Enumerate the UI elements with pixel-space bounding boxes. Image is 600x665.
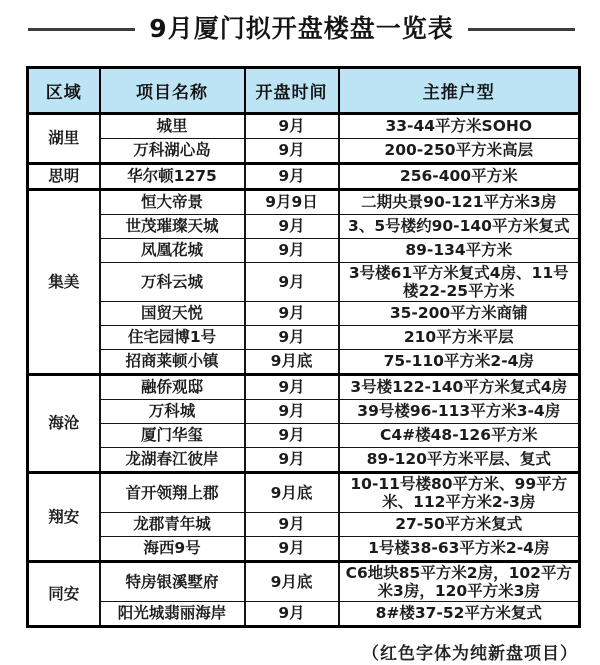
footnote: （红色字体为纯新盘项目） — [362, 643, 578, 664]
project-name-cell: 龙湖春江彼岸 — [100, 447, 245, 472]
region-cell: 集美 — [28, 189, 100, 374]
project-name-cell: 住宅园博1号 — [100, 325, 245, 349]
project-name-cell: 融侨观邸 — [100, 374, 245, 399]
open-time-cell: 9月9日 — [245, 189, 339, 214]
region-cell: 思明 — [28, 163, 100, 189]
open-time-cell: 9月 — [245, 301, 339, 325]
unit-type-cell: 3号楼122-140平方米复式4房 — [339, 374, 580, 399]
project-name-cell: 国贸天悦 — [100, 301, 245, 325]
unit-type-cell: 10-11号楼80平方米、99平方米、112平方米2-3房 — [339, 472, 580, 512]
unit-type-cell: 3、5号楼约90-140平方米复式 — [339, 214, 580, 238]
unit-type-cell: C4#楼48-126平方米 — [339, 423, 580, 447]
table-row — [28, 163, 580, 189]
table-row — [28, 238, 580, 262]
project-name-cell: 城里 — [100, 113, 245, 138]
project-name-cell: 龙郡青年城 — [100, 512, 245, 536]
title-row — [28, 13, 575, 46]
region-cell: 同安 — [28, 561, 100, 626]
project-name-cell: 世茂璀璨天城 — [100, 214, 245, 238]
project-name-cell: 万科城 — [100, 399, 245, 423]
open-time-cell: 9月 — [245, 512, 339, 536]
unit-type-cell: 89-120平方米平层、复式 — [339, 447, 580, 472]
open-time-cell: 9月 — [245, 447, 339, 472]
project-name-cell: 特房银溪墅府 — [100, 561, 245, 601]
open-time-cell: 9月 — [245, 113, 339, 138]
open-time-cell: 9月 — [245, 238, 339, 262]
unit-type-cell: 27-50平方米复式 — [339, 512, 580, 536]
unit-type-cell: 二期央景90-121平方米3房 — [339, 189, 580, 214]
open-time-cell: 9月 — [245, 601, 339, 626]
open-time-cell: 9月 — [245, 214, 339, 238]
header-project-name: 项目名称 — [100, 67, 245, 113]
unit-type-cell: 200-250平方米高层 — [339, 138, 580, 163]
table-row — [28, 561, 580, 601]
unit-type-cell: 8#楼37-52平方米复式 — [339, 601, 580, 626]
unit-type-cell: C6地块85平方米2房，102平方米3房，120平方米3房 — [339, 561, 580, 601]
open-time-cell: 9月底 — [245, 349, 339, 374]
table-row — [28, 512, 580, 536]
table-row — [28, 262, 580, 301]
header-row — [28, 67, 580, 113]
table-row — [28, 399, 580, 423]
header-open-time: 开盘时间 — [245, 67, 339, 113]
title-left-rule — [28, 28, 135, 31]
page-title: 9月厦门拟开盘楼盘一览表 — [149, 14, 454, 43]
project-name-cell: 恒大帝景 — [100, 189, 245, 214]
open-time-cell: 9月底 — [245, 561, 339, 601]
table-row — [28, 349, 580, 374]
open-time-cell: 9月 — [245, 423, 339, 447]
project-name-cell: 万科云城 — [100, 262, 245, 301]
listings-table — [26, 66, 581, 628]
open-time-cell: 9月底 — [245, 472, 339, 512]
unit-type-cell: 75-110平方米2-4房 — [339, 349, 580, 374]
project-name-cell: 招商莱顿小镇 — [100, 349, 245, 374]
table-row — [28, 536, 580, 561]
unit-type-cell: 256-400平方米 — [339, 163, 580, 189]
open-time-cell: 9月 — [245, 325, 339, 349]
project-name-cell: 阳光城翡丽海岸 — [100, 601, 245, 626]
project-name-cell: 首开领翔上郡 — [100, 472, 245, 512]
unit-type-cell: 35-200平方米商铺 — [339, 301, 580, 325]
table-row — [28, 325, 580, 349]
header-region: 区域 — [28, 67, 100, 113]
unit-type-cell: 1号楼38-63平方米2-4房 — [339, 536, 580, 561]
project-name-cell: 厦门华玺 — [100, 423, 245, 447]
open-time-cell: 9月 — [245, 138, 339, 163]
table-row — [28, 301, 580, 325]
project-name-cell: 凤凰花城 — [100, 238, 245, 262]
open-time-cell: 9月 — [245, 262, 339, 301]
region-cell: 翔安 — [28, 472, 100, 561]
unit-type-cell: 39号楼96-113平方米3-4房 — [339, 399, 580, 423]
table-row — [28, 189, 580, 214]
unit-type-cell: 3号楼61平方米复式4房、11号楼22-25平方米 — [339, 262, 580, 301]
table-row — [28, 472, 580, 512]
table-row — [28, 374, 580, 399]
open-time-cell: 9月 — [245, 374, 339, 399]
table-body — [28, 113, 580, 626]
table-row — [28, 138, 580, 163]
unit-type-cell: 210平方米平层 — [339, 325, 580, 349]
table-row — [28, 423, 580, 447]
open-time-cell: 9月 — [245, 163, 339, 189]
unit-type-cell: 89-134平方米 — [339, 238, 580, 262]
project-name-cell: 华尔顿1275 — [100, 163, 245, 189]
project-name-cell: 海西9号 — [100, 536, 245, 561]
header-unit-type: 主推户型 — [339, 67, 580, 113]
region-cell: 湖里 — [28, 113, 100, 163]
project-name-cell: 万科湖心岛 — [100, 138, 245, 163]
table-row — [28, 447, 580, 472]
table-row — [28, 601, 580, 626]
title-right-rule — [468, 28, 575, 31]
unit-type-cell: 33-44平方米SOHO — [339, 113, 580, 138]
open-time-cell: 9月 — [245, 399, 339, 423]
table-row — [28, 113, 580, 138]
open-time-cell: 9月 — [245, 536, 339, 561]
region-cell: 海沧 — [28, 374, 100, 472]
table-row — [28, 214, 580, 238]
